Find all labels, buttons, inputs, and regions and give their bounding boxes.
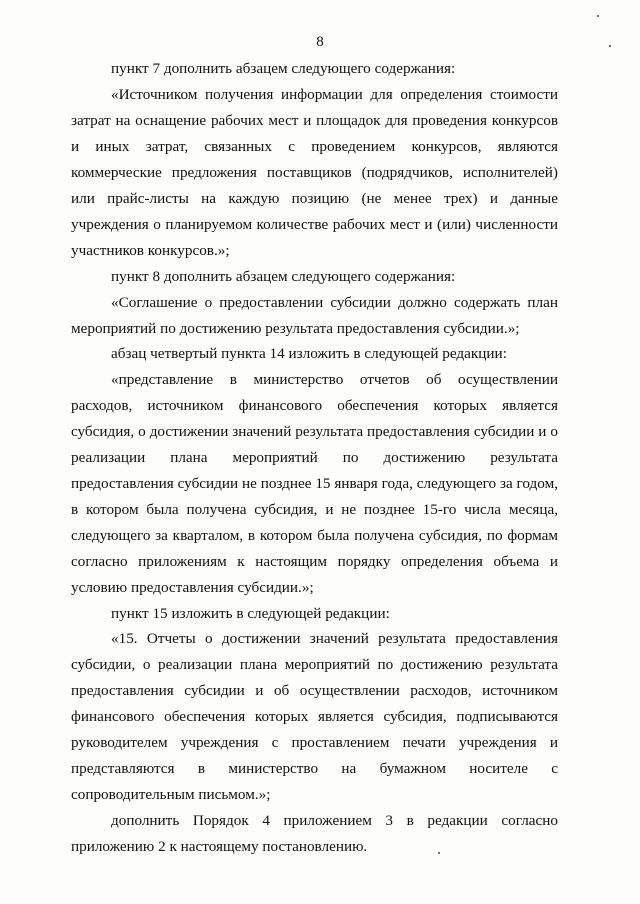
paragraph-1: пункт 7 дополнить абзацем следующего содержания: [111, 60, 456, 77]
scan-speck [597, 15, 599, 17]
paragraph-5: абзац четвертый пункта 14 изложить в следующей редакции: [111, 345, 507, 363]
paragraph-3: пункт 8 дополнить абзацем следующего содержания: [111, 267, 456, 285]
paragraph-9: дополнить Порядок 4 приложением 3 в редакции согласно приложению 2 к настоящему постановлению. [71, 811, 558, 855]
document-body [71, 56, 558, 860]
paragraph-4: «Соглашение о предоставлении субсидии должно содержать план мероприятий по достижению результата предоставления субсидии.»; [71, 293, 558, 337]
paragraph-2: «Источником получения информации для определения стоимости затрат на оснащение рабочих мест и площадок для проведения конкурсов и иных затрат, связанных с проведением конкурсов, являются коммерческие предложения поставщиков (подрядчиков, исполнителей) или прайс-листы на каждую позицию (не менее трех) и данные учреждения о планируемом количестве рабочих мест и (или) численности участников конкурсов.»; [71, 86, 558, 259]
scan-speck [438, 852, 440, 854]
paragraph-7: пункт 15 изложить в следующей редакции: [111, 604, 390, 622]
page-number: 8 [316, 34, 324, 50]
paragraph-8: «15. Отчеты о достижении значений результата предоставления субсидии, о реализации плана мероприятий по достижению результата предоставления субсидии и об осуществлении расходов, источником финансового обеспечения которых является субсидия, подписываются руководителем учреждения с проставлением печати учреждения и представляются в министерство на бумажном носителе с сопроводительным письмом.»; [71, 630, 558, 803]
paragraph-6: «представление в министерство отчетов об осуществлении расходов, источником финансового обеспечения которых является субсидия, о достижении значений результата предоставления субсидии и о реализации плана мероприятий по достижению результата предоставления субсидии не позднее 15 января года, следующего за годом, в котором была получена субсидия, и не позднее 15-го числа месяца, следующего за кварталом, в котором была получена субсидия, по формам согласно приложениям к настоящим порядку определения объема и условию предоставления субсидии.»; [71, 371, 558, 596]
scan-speck [609, 45, 611, 47]
